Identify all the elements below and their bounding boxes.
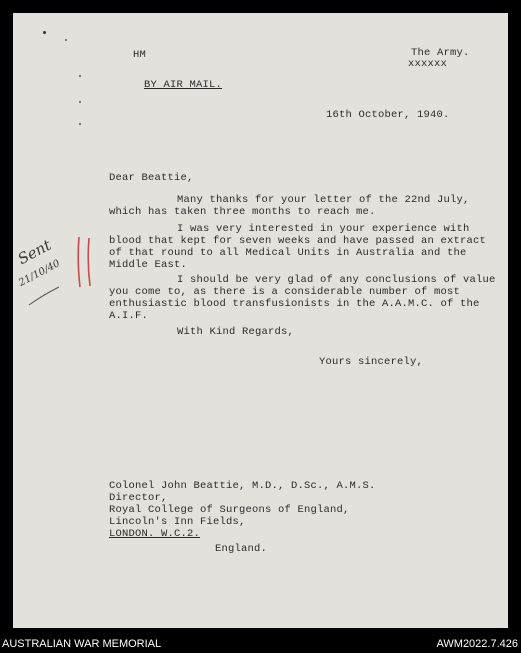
body-line: I was very interested in your experience with <box>177 223 470 235</box>
handwritten-date: 21/10/40 <box>17 258 62 289</box>
body-line: Middle East. <box>109 259 188 271</box>
mail-method: BY AIR MAIL. <box>144 79 223 91</box>
address-line: Colonel John Beattie, M.D., D.Sc., A.M.S. <box>109 480 376 492</box>
salutation: Dear Beattie, <box>109 172 194 184</box>
address-line: LONDON. W.C.2. <box>109 528 201 540</box>
body-line: I should be very glad of any conclusions of value <box>177 274 496 286</box>
reference-initials: HM <box>133 49 147 61</box>
handwritten-stroke <box>27 285 61 307</box>
body-line: Many thanks for your letter of the 22nd July, <box>177 194 470 206</box>
sender-unit: The Army. <box>411 47 470 59</box>
body-line: which has taken three months to reach me. <box>109 206 376 218</box>
address-line: Lincoln's Inn Fields, <box>109 516 246 528</box>
address-line: England. <box>215 543 268 555</box>
footer-accession-number: AWM2022.7.426 <box>436 638 518 650</box>
body-line: blood that kept for seven weeks and have passed an extract <box>109 235 487 247</box>
body-line: you come to, as there is a considerable number of most <box>109 286 461 298</box>
regards: With Kind Regards, <box>177 326 295 338</box>
body-line: A.I.F. <box>109 310 149 322</box>
closing: Yours sincerely, <box>319 356 424 368</box>
sender-unit-redacted: xxxxxx <box>408 58 448 70</box>
body-line: enthusiastic blood transfusionists in the A.A.M.C. of the <box>109 298 480 310</box>
footer-source: AUSTRALIAN WAR MEMORIAL <box>2 638 162 650</box>
body-line: of that round to all Medical Units in Australia and the <box>109 247 467 259</box>
punch-marks <box>43 31 83 131</box>
address-line: Director, <box>109 492 168 504</box>
handwritten-sent: Sent <box>14 235 55 269</box>
red-pencil-marks <box>73 235 97 289</box>
address-line: Royal College of Surgeons of England, <box>109 504 350 516</box>
letter-page <box>13 13 508 628</box>
letter-date: 16th October, 1940. <box>326 109 450 121</box>
